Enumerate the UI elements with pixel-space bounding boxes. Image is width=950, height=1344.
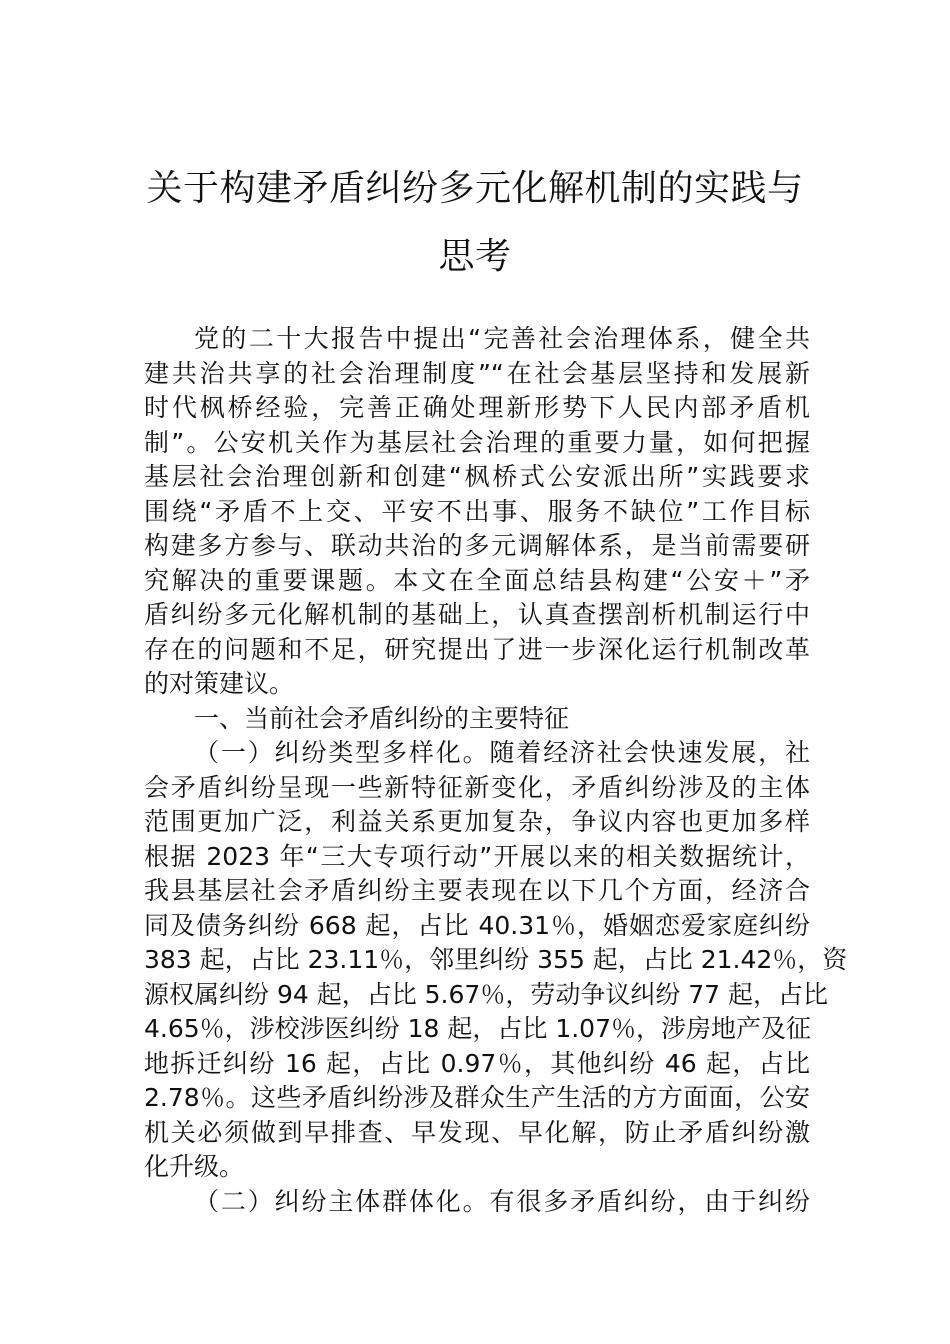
document-title-line-1: 关于构建矛盾纠纷多元化解机制的实践与 xyxy=(146,168,804,209)
paragraph-line: 盾纠纷多元化解机制的基础上，认真查摆剖析机制运行中 xyxy=(144,600,810,629)
paragraph-line: 存在的问题和不足，研究提出了进一步深化运行机制改革 xyxy=(144,634,810,664)
paragraph-line: 会矛盾纠纷呈现一些新特征新变化，矛盾纠纷涉及的主体 xyxy=(144,772,810,802)
paragraph-line: 构建多方参与、联动共治的多元调解体系，是当前需要研 xyxy=(144,531,810,560)
paragraph-line: 根据 2023 年“三大专项行动”开展以来的相关数据统计， xyxy=(144,841,810,871)
paragraph-line: 制”。公安机关作为基层社会治理的重要力量，如何把握 xyxy=(144,427,810,457)
paragraph-line: 4.65％，涉校涉医纠纷 18 起，占比 1.07％，涉房地产及征 xyxy=(144,1014,811,1043)
paragraph-line: 化升级。 xyxy=(144,1152,245,1181)
paragraph-line: 究解决的重要课题。本文在全面总结县构建“公安＋”矛 xyxy=(144,565,810,595)
document-title-line-2: 思考 xyxy=(438,236,512,277)
paragraph-line: 源权属纠纷 94 起，占比 5.67％，劳动争议纠纷 77 起，占比 xyxy=(144,979,829,1009)
paragraph-line: 地拆迁纠纷 16 起，占比 0.97％，其他纠纷 46 起，占比 xyxy=(144,1048,810,1078)
paragraph-line: 范围更加广泛，利益关系更加复杂，争议内容也更加多样 xyxy=(144,807,810,836)
section-heading: 一、当前社会矛盾纠纷的主要特征 xyxy=(194,703,570,733)
document-body xyxy=(144,322,848,1219)
paragraph-line: 2.78％。这些矛盾纠纷涉及群众生产生活的方方面面，公安 xyxy=(144,1083,810,1112)
paragraph-line: 机关必须做到早排查、早发现、早化解，防止矛盾纠纷激 xyxy=(144,1117,810,1147)
paragraph-line: 建共治共享的社会治理制度”“在社会基层坚持和发展新 xyxy=(144,358,810,388)
paragraph-line: 基层社会治理创新和创建“枫桥式公安派出所”实践要求 xyxy=(144,462,810,491)
paragraph-line: （二）纠纷主体群体化。有很多矛盾纠纷，由于纠纷 xyxy=(194,1186,810,1216)
paragraph-line: （一）纠纷类型多样化。随着经济社会快速发展，社 xyxy=(194,738,810,767)
paragraph-line: 383 起，占比 23.11％，邻里纠纷 355 起，占比 21.42％，资 xyxy=(144,945,848,974)
paragraph-line: 同及债务纠纷 668 起，占比 40.31％，婚姻恋爱家庭纠纷 xyxy=(144,910,810,940)
paragraph-line: 围绕“矛盾不上交、平安不出事、服务不缺位”工作目标 xyxy=(144,496,810,526)
paragraph-line: 我县基层社会矛盾纠纷主要表现在以下几个方面，经济合 xyxy=(144,876,810,905)
paragraph-line: 党的二十大报告中提出“完善社会治理体系，健全共 xyxy=(194,324,810,353)
paragraph-line: 时代枫桥经验，完善正确处理新形势下人民内部矛盾机 xyxy=(144,393,810,422)
paragraph-line: 的对策建议。 xyxy=(144,669,295,698)
